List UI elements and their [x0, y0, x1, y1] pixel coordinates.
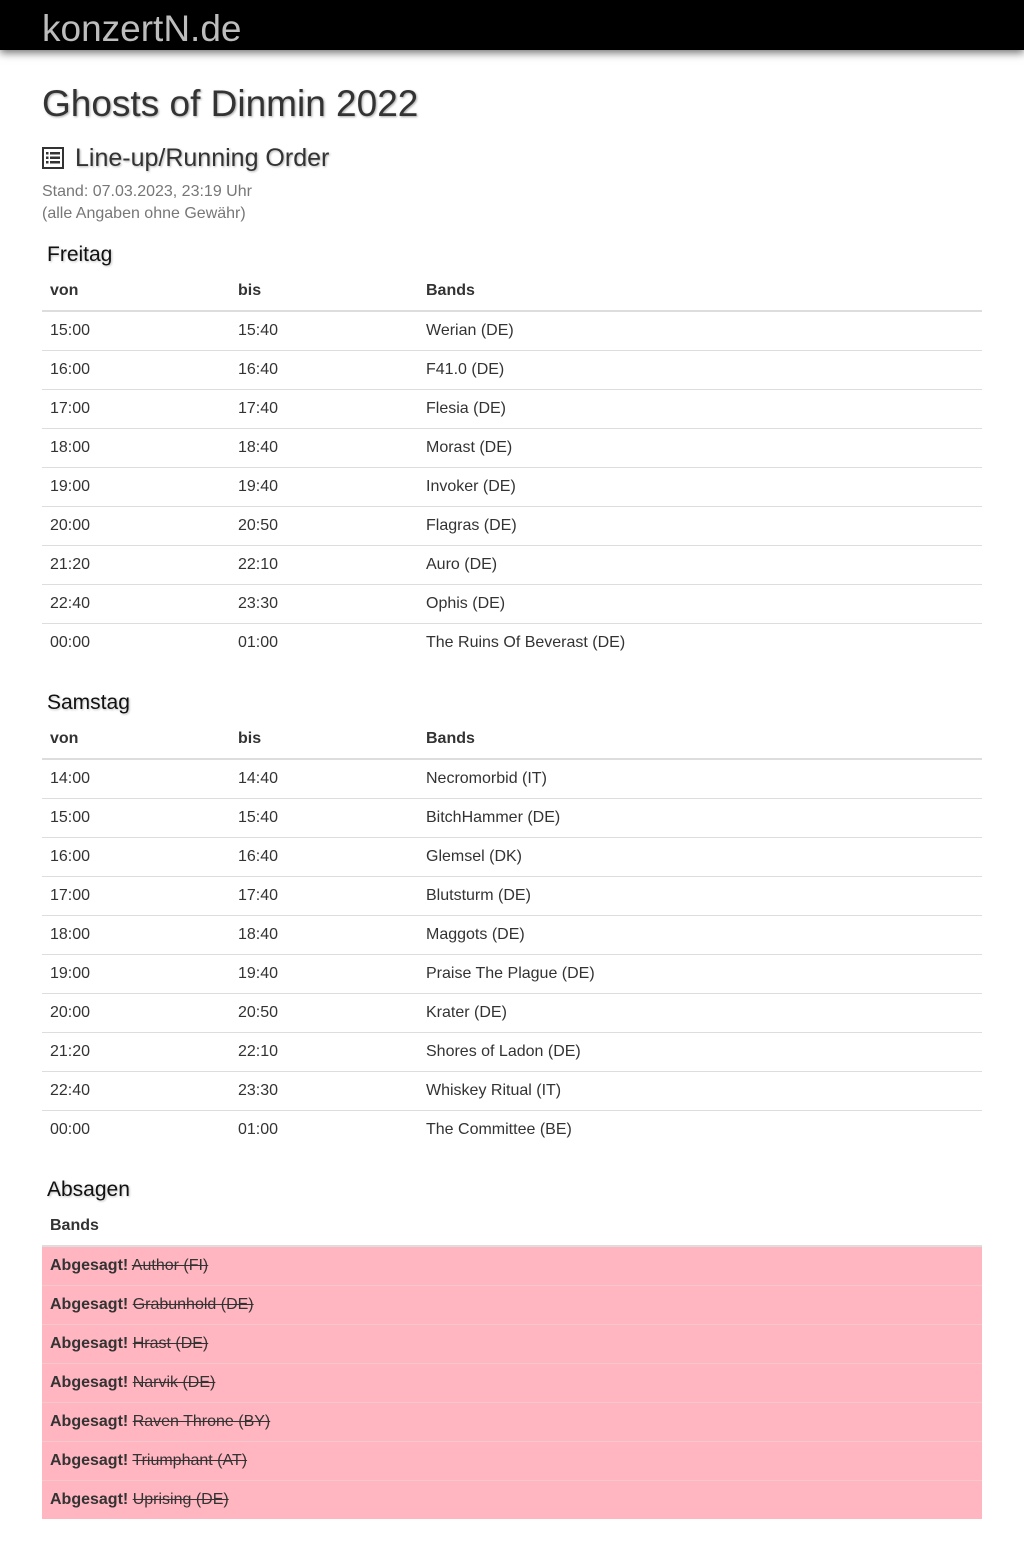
time-to-cell: 20:50: [230, 993, 418, 1032]
time-to-cell: 23:30: [230, 584, 418, 623]
table-row: [42, 389, 982, 428]
cancelled-band-name: Raven Throne (BY): [132, 1412, 271, 1430]
table-row: [42, 1032, 982, 1071]
time-from-cell: 21:20: [42, 545, 230, 584]
column-header-bands: Bands: [418, 272, 982, 311]
band-cell: Maggots (DE): [418, 915, 982, 954]
band-cell: Flagras (DE): [418, 506, 982, 545]
page-title: Ghosts of Dinmin 2022: [42, 83, 419, 124]
cancelled-band-row: [42, 1285, 982, 1324]
band-cell: Praise The Plague (DE): [418, 954, 982, 993]
time-to-cell: 15:40: [230, 798, 418, 837]
schedule-table-freitag: [42, 272, 982, 662]
time-from-cell: 18:00: [42, 428, 230, 467]
time-to-cell: 01:00: [230, 623, 418, 662]
cancelled-band-name: Hrast (DE): [132, 1334, 209, 1352]
cancelled-tag: Abgesagt!: [50, 1373, 129, 1391]
table-row: [42, 350, 982, 389]
time-to-cell: 15:40: [238, 321, 279, 339]
time-from-cell: 22:40: [42, 1071, 230, 1110]
time-from-cell: 20:00: [42, 993, 230, 1032]
table-row: [42, 993, 982, 1032]
cancelled-band-row: [42, 1480, 982, 1519]
cancelled-band-cell: [42, 1480, 982, 1519]
time-to-cell: 22:10: [230, 1032, 418, 1071]
time-to-cell: 01:00: [230, 1110, 418, 1149]
band-cell: Glemsel (DK): [418, 837, 982, 876]
day-title-freitag: Freitag: [47, 243, 113, 266]
cancelled-band-cell: [42, 1441, 982, 1480]
cancelled-band-cell: [42, 1363, 982, 1402]
column-header-bands: Bands: [418, 720, 982, 759]
time-to-cell: 20:50: [230, 506, 418, 545]
cancelled-band-row: [42, 1246, 982, 1285]
cancelled-band-cell: [42, 1324, 982, 1363]
band-cell: Blutsturm (DE): [418, 876, 982, 915]
stand-date: Stand: 07.03.2023, 23:19 Uhr: [42, 183, 252, 200]
band-cell: Invoker (DE): [418, 467, 982, 506]
cancelled-band-row: [42, 1402, 982, 1441]
time-to-cell: 14:40: [238, 769, 279, 787]
time-from-cell: 15:00: [50, 321, 91, 339]
time-from-cell: 21:20: [42, 1032, 230, 1071]
time-from-cell: 14:00: [50, 769, 91, 787]
cancelled-band-cell: [42, 1246, 982, 1285]
time-to-cell: 19:40: [230, 467, 418, 506]
top-navbar: [0, 0, 1024, 50]
cancelled-band-row: [42, 1324, 982, 1363]
time-to-cell: 18:40: [230, 428, 418, 467]
brand-link[interactable]: konzertN.de: [42, 8, 242, 49]
time-from-cell: 20:00: [42, 506, 230, 545]
column-header-to: bis: [230, 272, 418, 311]
time-from-cell: 19:00: [42, 954, 230, 993]
table-row: [42, 759, 982, 798]
band-cell: Auro (DE): [418, 545, 982, 584]
time-to-cell: 19:40: [230, 954, 418, 993]
column-header-from: von: [42, 272, 230, 311]
cancelled-tag: Abgesagt!: [50, 1295, 129, 1313]
cancelled-band-row: [42, 1363, 982, 1402]
table-row: [42, 584, 982, 623]
table-row: [42, 1071, 982, 1110]
day-title-samstag: Samstag: [47, 691, 130, 714]
table-row: [42, 311, 982, 350]
table-header-row: [42, 272, 982, 311]
band-cell: Necromorbid (IT): [426, 769, 547, 787]
table-row: [42, 467, 982, 506]
cancelled-tag: Abgesagt!: [50, 1256, 129, 1274]
cancelled-tag: Abgesagt!: [50, 1490, 129, 1508]
band-cell: Flesia (DE): [418, 389, 982, 428]
column-header-from: von: [42, 720, 230, 759]
time-to-cell: 17:40: [230, 389, 418, 428]
list-icon: [42, 147, 64, 169]
time-to-cell: 18:40: [230, 915, 418, 954]
band-cell: Krater (DE): [418, 993, 982, 1032]
cancelled-band-name: Narvik (DE): [132, 1373, 216, 1391]
band-cell: BitchHammer (DE): [418, 798, 982, 837]
column-header-bands: Bands: [42, 1207, 982, 1246]
band-cell: F41.0 (DE): [418, 350, 982, 389]
cancelled-tag: Abgesagt!: [50, 1412, 129, 1430]
time-to-cell: 17:40: [230, 876, 418, 915]
table-header-row: [42, 1207, 982, 1246]
schedule-table-samstag: [42, 720, 982, 1149]
column-header-to: bis: [230, 720, 418, 759]
band-cell: The Committee (BE): [418, 1110, 982, 1149]
time-from-cell: 16:00: [42, 837, 230, 876]
band-cell: Shores of Ladon (DE): [418, 1032, 982, 1071]
disclaimer: (alle Angaben ohne Gewähr): [42, 205, 246, 222]
time-to-cell: 23:30: [230, 1071, 418, 1110]
table-row: [42, 623, 982, 662]
table-header-row: [42, 720, 982, 759]
time-from-cell: 00:00: [42, 623, 230, 662]
time-from-cell: 16:00: [42, 350, 230, 389]
cancelled-band-cell: [42, 1402, 982, 1441]
table-row: [42, 876, 982, 915]
time-to-cell: 22:10: [230, 545, 418, 584]
time-to-cell: 16:40: [230, 837, 418, 876]
time-from-cell: 19:00: [42, 467, 230, 506]
table-row: [42, 1110, 982, 1149]
band-cell: Whiskey Ritual (IT): [418, 1071, 982, 1110]
lineup-heading: [42, 143, 329, 173]
cancelled-band-name: Grabunhold (DE): [132, 1295, 254, 1313]
table-row: [42, 506, 982, 545]
cancelled-band-name: Author (FI): [131, 1256, 209, 1274]
band-cell: Werian (DE): [426, 321, 514, 339]
cancelled-tag: Abgesagt!: [50, 1451, 129, 1469]
time-from-cell: 17:00: [42, 876, 230, 915]
cancelled-band-name: Triumphant (AT): [132, 1451, 248, 1469]
band-cell: The Ruins Of Beverast (DE): [418, 623, 982, 662]
lineup-subtitle: Line-up/Running Order: [75, 144, 330, 172]
cancelled-band-cell: [42, 1285, 982, 1324]
cancelled-band-name: Uprising (DE): [132, 1490, 229, 1508]
time-from-cell: 15:00: [42, 798, 230, 837]
band-cell: Ophis (DE): [418, 584, 982, 623]
cancellations-table: [42, 1207, 982, 1519]
band-cell: Morast (DE): [418, 428, 982, 467]
time-from-cell: 00:00: [42, 1110, 230, 1149]
time-from-cell: 18:00: [42, 915, 230, 954]
cancelled-band-row: [42, 1441, 982, 1480]
table-row: [42, 428, 982, 467]
time-from-cell: 22:40: [42, 584, 230, 623]
table-row: [42, 545, 982, 584]
stand-info: [42, 181, 252, 225]
table-row: [42, 954, 982, 993]
time-to-cell: 16:40: [230, 350, 418, 389]
table-row: [42, 915, 982, 954]
cancellations-title: Absagen: [47, 1178, 130, 1201]
table-row: [42, 798, 982, 837]
cancelled-tag: Abgesagt!: [50, 1334, 129, 1352]
time-from-cell: 17:00: [42, 389, 230, 428]
table-row: [42, 837, 982, 876]
